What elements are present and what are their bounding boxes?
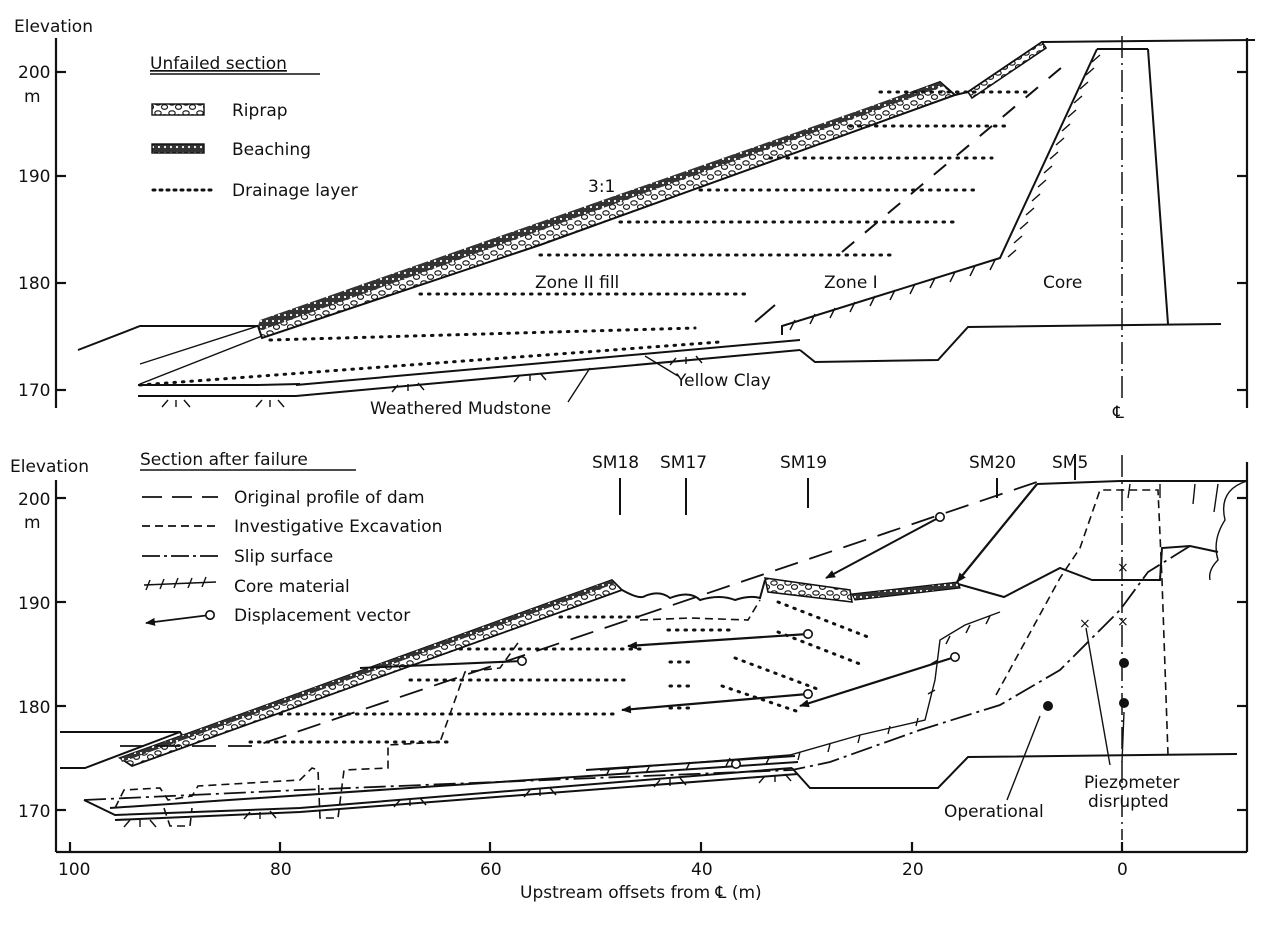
bottom-x-ticks bbox=[70, 842, 1122, 852]
bottom-tick-180: 180 bbox=[18, 698, 51, 718]
piezometer-disrupted-mark-3: × bbox=[1079, 616, 1091, 632]
hatch-swatch bbox=[144, 577, 216, 590]
bottom-elevation-label: Elevation bbox=[10, 457, 89, 477]
core-hatch bbox=[1008, 55, 1100, 257]
marker-sm19: SM19 bbox=[780, 453, 828, 473]
bottom-tick-190: 190 bbox=[18, 594, 51, 614]
bottom-tick-170: 170 bbox=[18, 802, 51, 822]
legend-slip-surface-label: Slip surface bbox=[234, 547, 334, 567]
top-tick-180: 180 bbox=[18, 274, 51, 294]
x-tick-40: 40 bbox=[691, 860, 713, 880]
piezometer-operational-2 bbox=[1119, 698, 1129, 708]
core-label: Core bbox=[1043, 273, 1083, 293]
top-riprap-layer bbox=[258, 82, 955, 338]
bottom-y-ticks bbox=[56, 498, 1247, 810]
mudstone-leader bbox=[568, 368, 590, 402]
slope-label: 3:1 bbox=[588, 177, 616, 197]
beaching-swatch bbox=[152, 144, 204, 153]
investigative-excavation bbox=[115, 490, 1168, 826]
riprap-swatch bbox=[152, 104, 204, 115]
top-legend-title: Unfailed section bbox=[150, 54, 287, 74]
top-tick-170: 170 bbox=[18, 381, 51, 401]
x-tick-60: 60 bbox=[480, 860, 502, 880]
piezometer-operational-3 bbox=[1043, 701, 1053, 711]
bottom-legend-title: Section after failure bbox=[140, 450, 308, 470]
zone1-hatch bbox=[790, 260, 995, 330]
legend-displacement-label: Displacement vector bbox=[234, 606, 411, 626]
bottom-unit-label: m bbox=[24, 513, 41, 533]
x-tick-100: 100 bbox=[58, 860, 91, 880]
top-dam-outline bbox=[258, 40, 1255, 338]
bottom-tick-200: 200 bbox=[18, 490, 51, 510]
legend-core-material-label: Core material bbox=[234, 577, 350, 597]
x-tick-20: 20 bbox=[902, 860, 924, 880]
x-tick-80: 80 bbox=[270, 860, 292, 880]
yellow-clay-label: Yellow Clay bbox=[676, 371, 771, 391]
piezometers bbox=[1007, 560, 1129, 800]
legend-riprap-label: Riprap bbox=[232, 101, 288, 121]
arrow-swatch bbox=[146, 615, 210, 623]
top-centerline-symbol: ℄ bbox=[1113, 403, 1124, 423]
marker-sm17: SM17 bbox=[660, 453, 708, 473]
zone-i-label: Zone I bbox=[824, 273, 878, 293]
top-tick-200: 200 bbox=[18, 63, 51, 83]
operational-label: Operational bbox=[944, 802, 1044, 822]
legend-original-profile-label: Original profile of dam bbox=[234, 488, 425, 508]
weathered-mudstone-label: Weathered Mudstone bbox=[370, 399, 552, 419]
x-axis-label: Upstream offsets from ℄ (m) bbox=[520, 883, 762, 903]
legend-beaching-label: Beaching bbox=[232, 140, 311, 160]
piezometer-disrupted-mark-2: × bbox=[1117, 614, 1129, 630]
legend-excavation-label: Investigative Excavation bbox=[234, 517, 443, 537]
top-foundation bbox=[78, 324, 1221, 396]
yellow-clay-leader bbox=[645, 356, 678, 376]
marker-sm5: SM5 bbox=[1052, 453, 1089, 473]
bottom-panel bbox=[10, 450, 1247, 903]
piezometer-operational-1 bbox=[1119, 658, 1129, 668]
top-panel bbox=[14, 17, 1255, 423]
piezometer-disrupted-mark-1: × bbox=[1117, 560, 1129, 576]
bottom-riprap-mid bbox=[765, 578, 852, 602]
disturbed-surface bbox=[622, 580, 765, 600]
top-tick-190: 190 bbox=[18, 167, 51, 187]
marker-sm20: SM20 bbox=[969, 453, 1017, 473]
top-drainage-layers bbox=[140, 92, 1030, 385]
top-elevation-label: Elevation bbox=[14, 17, 93, 37]
marker-sm18: SM18 bbox=[592, 453, 640, 473]
top-unit-label: m bbox=[24, 87, 41, 107]
legend-drainage-label: Drainage layer bbox=[232, 181, 358, 201]
zone-ii-label: Zone II fill bbox=[535, 273, 620, 293]
x-tick-0: 0 bbox=[1117, 860, 1128, 880]
piezometer-disrupted-label: Piezometer disrupted bbox=[1084, 773, 1180, 812]
